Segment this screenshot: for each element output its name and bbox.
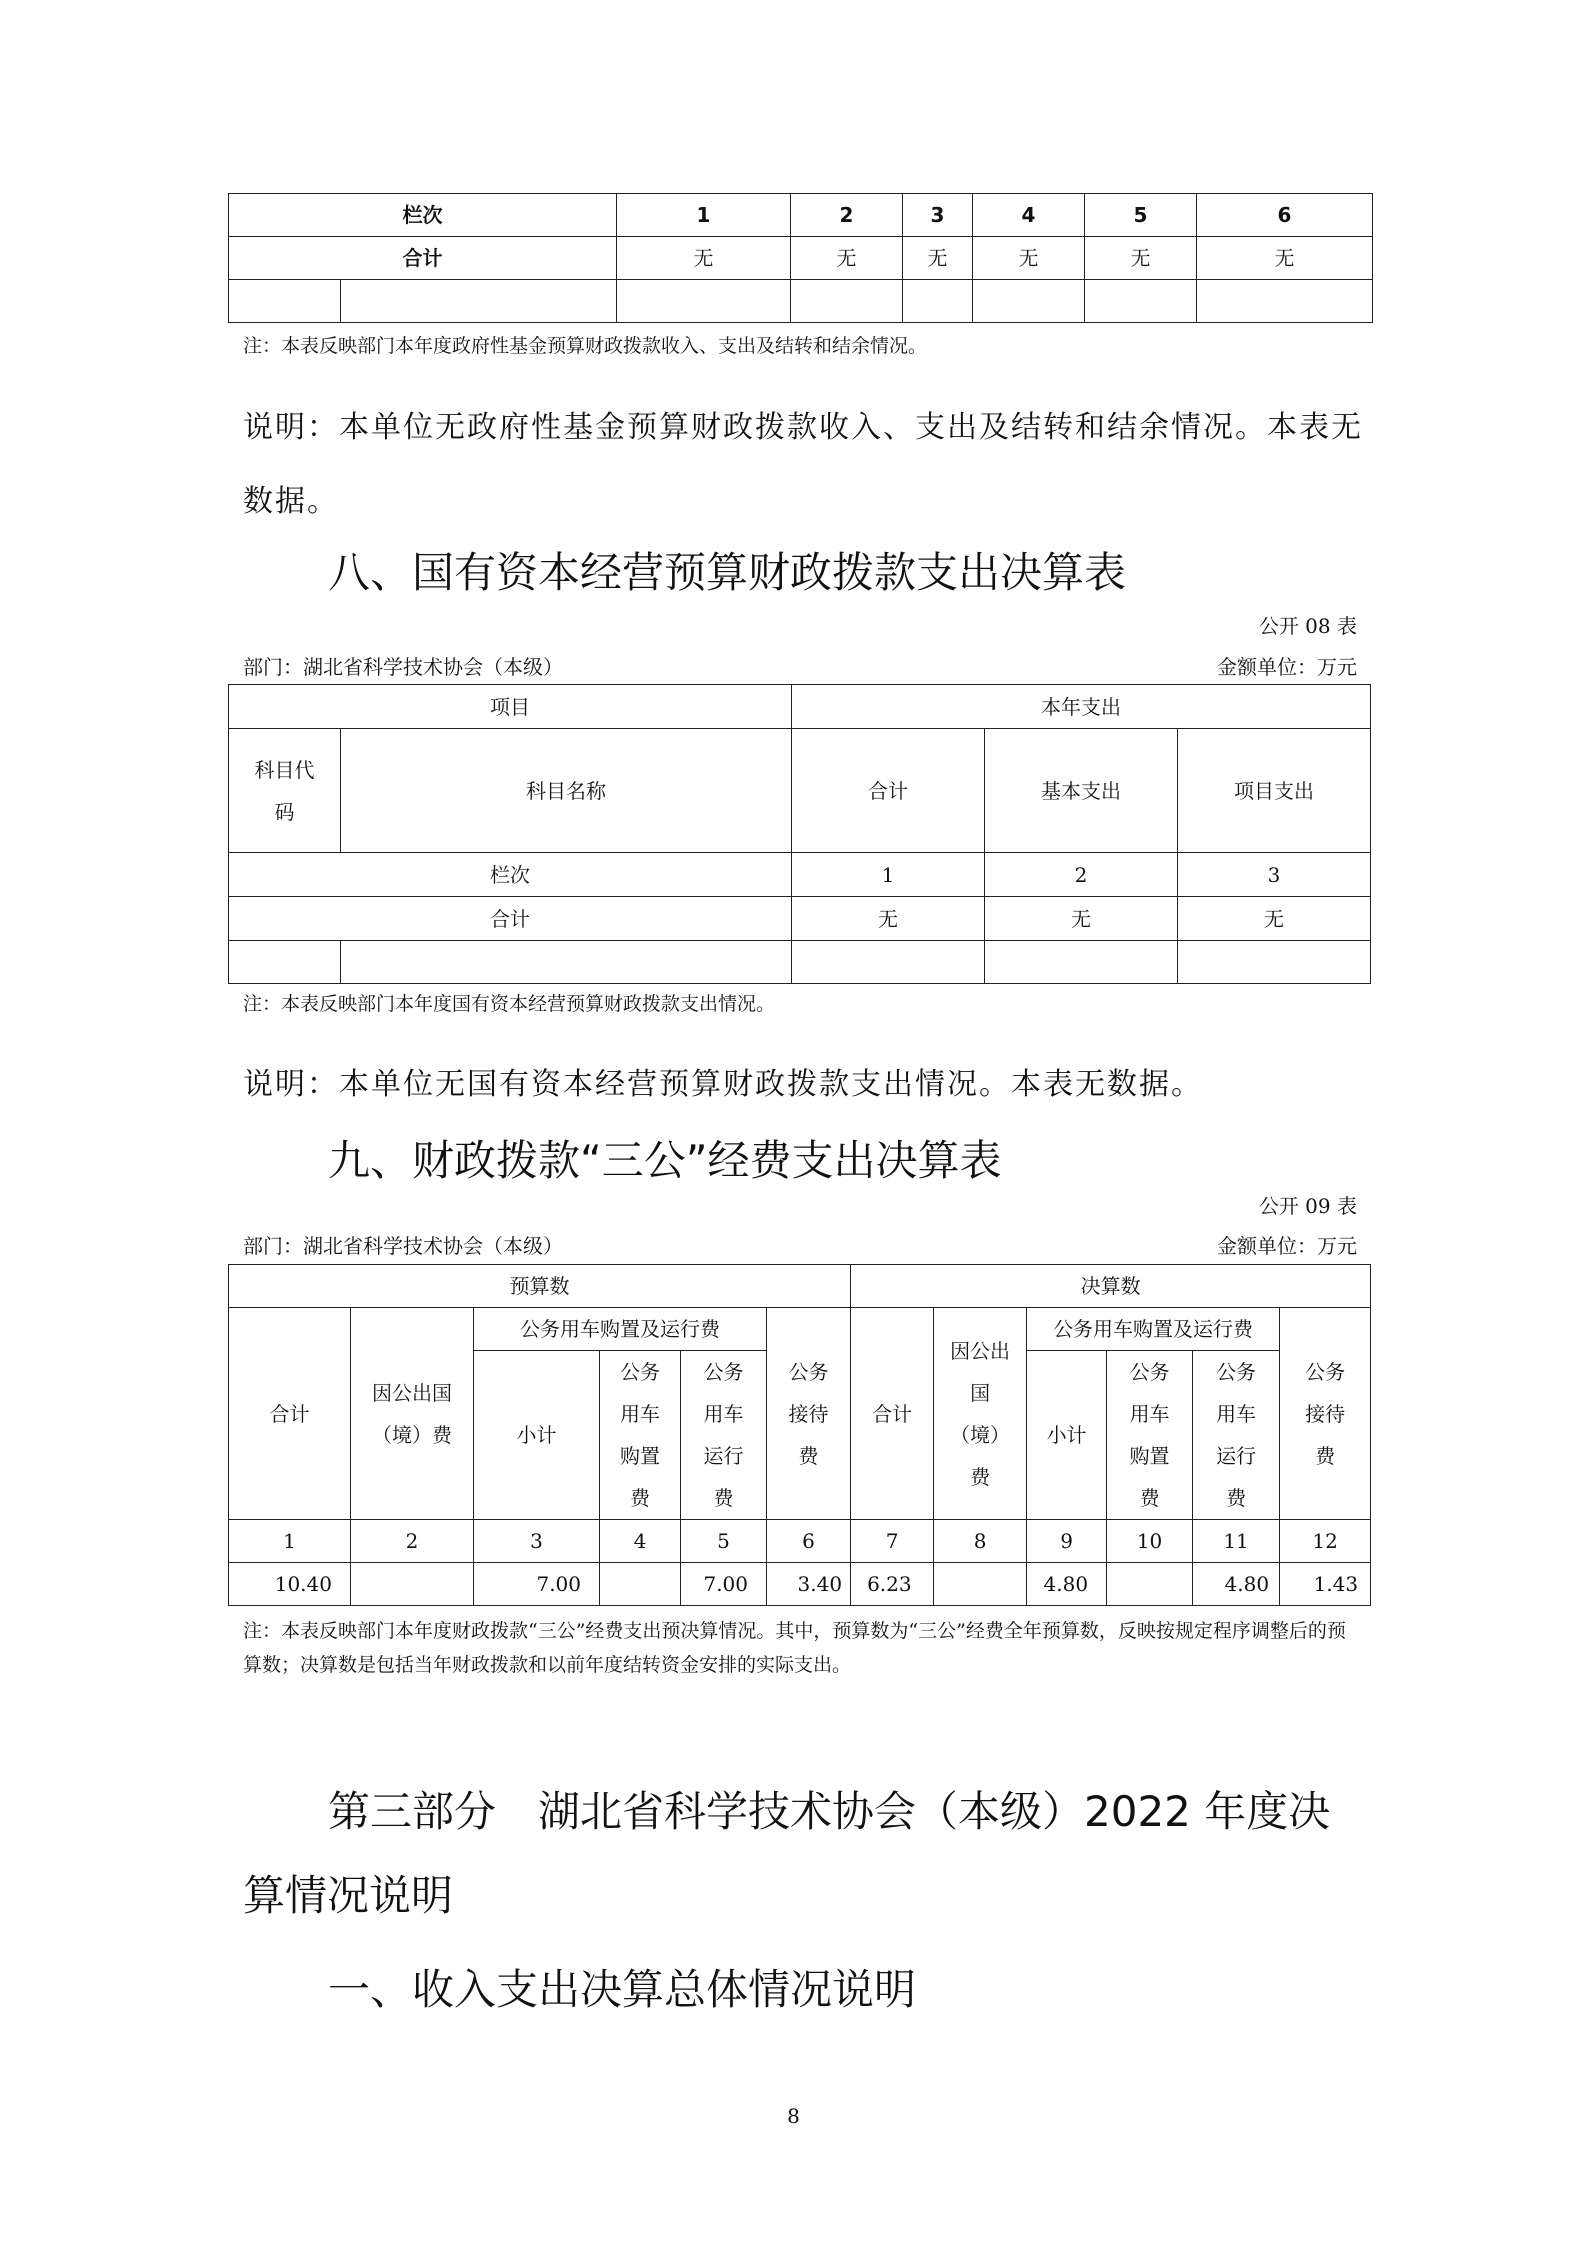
value-cell: 10.40 xyxy=(229,1563,351,1606)
column-number: 11 xyxy=(1193,1520,1280,1563)
empty-cell xyxy=(792,941,985,984)
section-8-table-code: 公开 08 表 xyxy=(1258,614,1357,638)
value-cell: 7.00 xyxy=(681,1563,767,1606)
table-9-note: 注：本表反映部门本年度财政拨款“三公”经费支出预决算情况。其中，预算数为“三公”经费全年预算数，反映按规定程序调整后的预算数；决算数是包括当年财政拨款和以前年度结转资金安排的实际支出。 xyxy=(243,1620,1346,1676)
total-value: 无 xyxy=(1085,237,1197,280)
empty-cell xyxy=(229,280,341,323)
header-subject-name: 科目名称 xyxy=(341,729,792,853)
column-number: 4 xyxy=(600,1520,681,1563)
column-number: 6 xyxy=(1197,194,1373,237)
table-8 xyxy=(228,684,1371,984)
column-number: 3 xyxy=(474,1520,600,1563)
total-value: 无 xyxy=(973,237,1085,280)
column-number: 1 xyxy=(229,1520,351,1563)
header-current-year-expense: 本年支出 xyxy=(792,685,1371,729)
empty-cell xyxy=(985,941,1178,984)
page-number: 8 xyxy=(787,2104,800,2128)
header-final-abroad-fee: 因公出国（境）费 xyxy=(934,1308,1027,1520)
section-9-unit: 金额单位：万元 xyxy=(1217,1234,1357,1258)
header-budget-abroad-fee: 因公出国（境）费 xyxy=(351,1308,474,1520)
header-final-reception: 公务接待费 xyxy=(1280,1308,1371,1520)
total-value: 无 xyxy=(985,897,1178,941)
empty-cell xyxy=(1197,280,1373,323)
row-label-column-no: 栏次 xyxy=(229,194,617,237)
total-value: 无 xyxy=(1178,897,1371,941)
section-8-department: 部门：湖北省科学技术协会（本级） xyxy=(243,655,563,679)
header-budget-car-purchase: 公务用车购置费 xyxy=(600,1351,681,1520)
header-budget-reception: 公务接待费 xyxy=(767,1308,851,1520)
empty-cell xyxy=(617,280,791,323)
empty-cell xyxy=(1085,280,1197,323)
column-number: 5 xyxy=(681,1520,767,1563)
header-final-car-operation: 公务用车运行费 xyxy=(1193,1351,1280,1520)
row-label-total: 合计 xyxy=(229,237,617,280)
empty-cell xyxy=(341,280,617,323)
header-total: 合计 xyxy=(792,729,985,853)
section-8-title: 八、国有资本经营预算财政拨款支出决算表 xyxy=(328,548,1127,597)
table-8-note: 注：本表反映部门本年度国有资本经营预算财政拨款支出情况。 xyxy=(243,993,776,1015)
header-item: 项目 xyxy=(229,685,792,729)
column-number: 3 xyxy=(1178,853,1371,897)
column-number: 1 xyxy=(792,853,985,897)
value-cell xyxy=(1107,1563,1193,1606)
value-cell xyxy=(934,1563,1027,1606)
column-number: 8 xyxy=(934,1520,1027,1563)
header-final-car-fee: 公务用车购置及运行费 xyxy=(1027,1308,1280,1351)
column-number: 2 xyxy=(791,194,903,237)
section-9-table-code: 公开 09 表 xyxy=(1258,1194,1357,1218)
empty-cell xyxy=(903,280,973,323)
empty-cell xyxy=(791,280,903,323)
header-project-expense: 项目支出 xyxy=(1178,729,1371,853)
row-label-column-no: 栏次 xyxy=(229,853,792,897)
value-cell: 7.00 xyxy=(474,1563,600,1606)
header-budget-car-operation: 公务用车运行费 xyxy=(681,1351,767,1520)
column-number: 3 xyxy=(903,194,973,237)
table-7-description: 说明：本单位无政府性基金预算财政拨款收入、支出及结转和结余情况。本表无数据。 xyxy=(243,410,1363,519)
value-cell: 4.80 xyxy=(1027,1563,1107,1606)
table-8-description: 说明：本单位无国有资本经营预算财政拨款支出情况。本表无数据。 xyxy=(243,1067,1203,1102)
value-cell: 4.80 xyxy=(1193,1563,1280,1606)
part-3-subtitle: 一、收入支出决算总体情况说明 xyxy=(328,1965,917,2014)
column-number: 10 xyxy=(1107,1520,1193,1563)
header-budget-total: 合计 xyxy=(229,1308,351,1520)
header-budget-car-fee: 公务用车购置及运行费 xyxy=(474,1308,767,1351)
column-number: 6 xyxy=(767,1520,851,1563)
section-8-unit: 金额单位：万元 xyxy=(1217,655,1357,679)
empty-cell xyxy=(229,941,341,984)
total-value: 无 xyxy=(792,897,985,941)
total-value: 无 xyxy=(791,237,903,280)
section-9-department: 部门：湖北省科学技术协会（本级） xyxy=(243,1234,563,1258)
column-number: 9 xyxy=(1027,1520,1107,1563)
value-cell xyxy=(600,1563,681,1606)
empty-cell xyxy=(341,941,792,984)
column-number: 2 xyxy=(985,853,1178,897)
empty-cell xyxy=(1178,941,1371,984)
table-9 xyxy=(228,1264,1371,1606)
header-final: 决算数 xyxy=(851,1265,1371,1308)
column-number: 2 xyxy=(351,1520,474,1563)
total-value: 无 xyxy=(903,237,973,280)
header-final-subtotal: 小计 xyxy=(1027,1351,1107,1520)
header-budget-subtotal: 小计 xyxy=(474,1351,600,1520)
value-cell: 6.23 xyxy=(851,1563,934,1606)
column-number: 1 xyxy=(617,194,791,237)
header-basic-expense: 基本支出 xyxy=(985,729,1178,853)
header-budget: 预算数 xyxy=(229,1265,851,1308)
header-final-car-purchase: 公务用车购置费 xyxy=(1107,1351,1193,1520)
value-cell: 3.40 xyxy=(767,1563,851,1606)
header-final-total: 合计 xyxy=(851,1308,934,1520)
empty-cell xyxy=(973,280,1085,323)
header-subject-code: 科目代码 xyxy=(229,729,341,853)
section-9-title: 九、财政拨款“三公”经费支出决算表 xyxy=(328,1136,1002,1185)
column-number: 7 xyxy=(851,1520,934,1563)
table-7-note: 注：本表反映部门本年度政府性基金预算财政拨款收入、支出及结转和结余情况。 xyxy=(243,335,928,357)
total-value: 无 xyxy=(1197,237,1373,280)
value-cell: 1.43 xyxy=(1280,1563,1371,1606)
column-number: 12 xyxy=(1280,1520,1371,1563)
total-value: 无 xyxy=(617,237,791,280)
column-number: 4 xyxy=(973,194,1085,237)
table-7 xyxy=(228,193,1373,323)
column-number: 5 xyxy=(1085,194,1197,237)
value-cell xyxy=(351,1563,474,1606)
part-3-title: 第三部分 湖北省科学技术协会（本级）2022 年度决算情况说明 xyxy=(243,1787,1331,1920)
row-label-total: 合计 xyxy=(229,897,792,941)
